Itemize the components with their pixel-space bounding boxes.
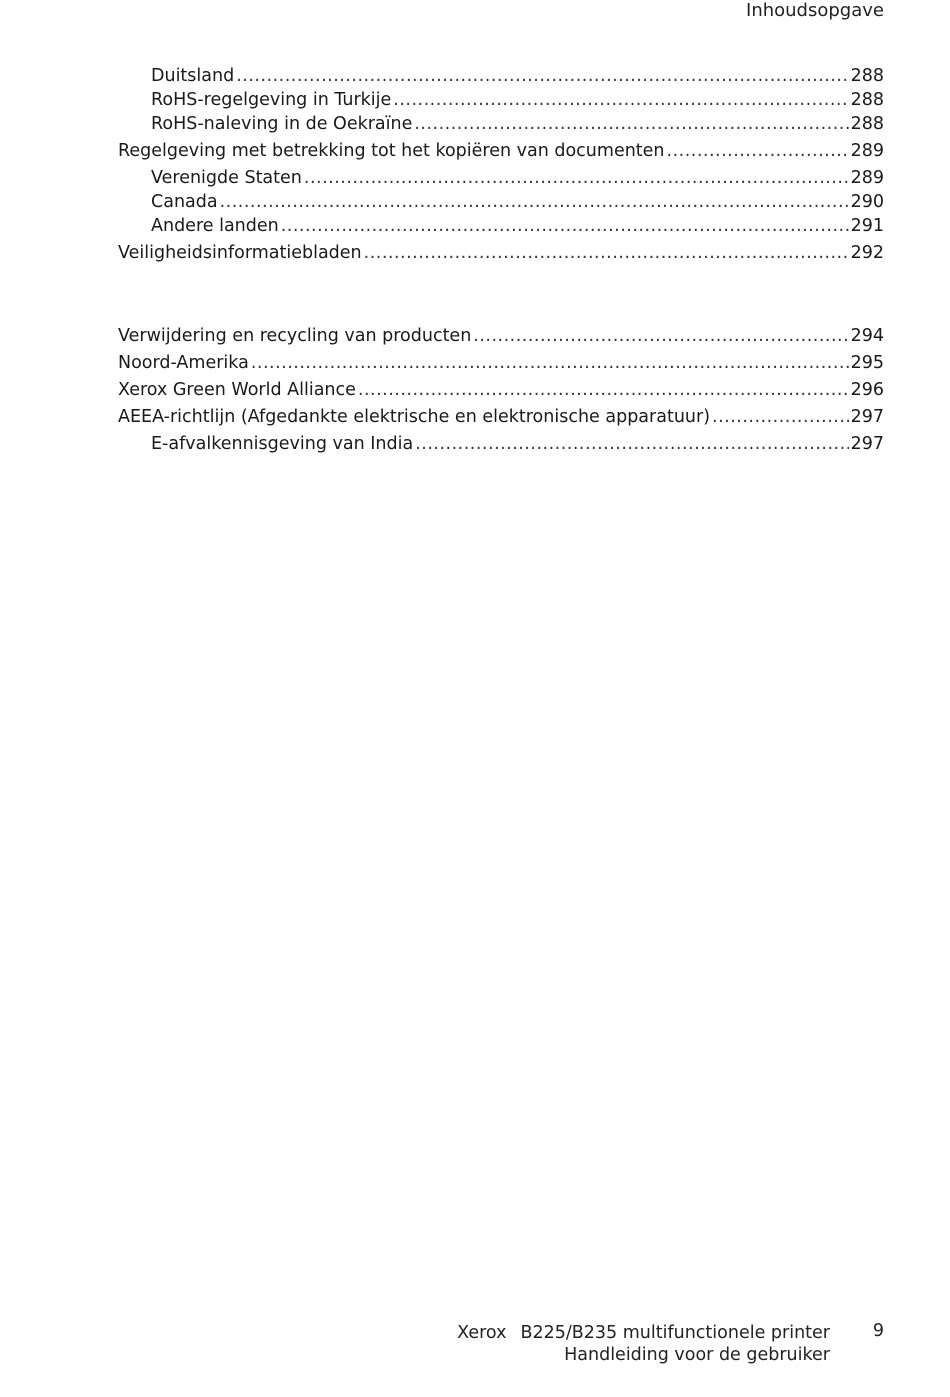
toc-entry-label: Verwijdering en recycling van producten: [118, 326, 472, 346]
toc-entry-label: Xerox Green World Alliance: [118, 380, 356, 400]
toc-entry[interactable]: [118, 241, 884, 265]
footer-product: B225/B235 multifunctionele printer: [520, 1323, 830, 1343]
toc-entry[interactable]: [118, 88, 884, 112]
toc-entry-page: 288: [850, 90, 884, 110]
dot-leader: [473, 324, 848, 348]
toc-entry-label: Veiligheidsinformatiebladen: [118, 243, 362, 263]
toc-entry[interactable]: [118, 64, 884, 88]
toc-entry-page: 297: [850, 407, 884, 427]
toc-entry-page: 294: [850, 326, 884, 346]
dot-leader: [667, 139, 849, 163]
footer-product-line: [457, 1322, 830, 1344]
toc-entry-page: 288: [850, 114, 884, 134]
dot-leader: [364, 241, 849, 265]
toc-block: [118, 64, 884, 265]
toc-entry[interactable]: [118, 190, 884, 214]
dot-leader: [281, 214, 849, 238]
dot-leader: [236, 64, 848, 88]
dot-leader: [712, 405, 849, 429]
toc-entry-page: 289: [850, 141, 884, 161]
toc-entry-label: Andere landen: [151, 216, 279, 236]
dot-leader: [220, 190, 849, 214]
page-number: 9: [872, 1321, 884, 1341]
toc-entry-label: RoHS-regelgeving in Turkije: [151, 90, 392, 110]
dot-leader: [415, 432, 848, 456]
dot-leader: [304, 166, 849, 190]
toc-entry[interactable]: [118, 405, 884, 429]
toc-entry-label: AEEA-richtlijn (Afgedankte elektrische en elektronische apparatuur): [118, 407, 711, 427]
toc-entry[interactable]: [118, 378, 884, 402]
toc-entry-label: Noord-Amerika: [118, 353, 249, 373]
toc-entry-page: 291: [850, 216, 884, 236]
running-header: Inhoudsopgave: [746, 0, 884, 21]
toc-entry-page: 292: [850, 243, 884, 263]
footer-product-info: [457, 1322, 830, 1366]
toc-entry-label: RoHS-naleving in de Oekraïne: [151, 114, 413, 134]
footer-guide: Handleiding voor de gebruiker: [564, 1345, 830, 1365]
toc-entry-page: 295: [850, 353, 884, 373]
toc-entry[interactable]: [118, 166, 884, 190]
toc-entry[interactable]: [118, 214, 884, 238]
toc-entry-label: Regelgeving met betrekking tot het kopiëren van documenten: [118, 141, 665, 161]
toc-entry-page: 297: [850, 434, 884, 454]
toc-entry[interactable]: [118, 432, 884, 456]
toc-entry-label: Duitsland: [151, 66, 235, 86]
toc-entry-page: 296: [850, 380, 884, 400]
toc-entry-page: 289: [850, 168, 884, 188]
toc-entry[interactable]: [118, 112, 884, 136]
toc-entry[interactable]: [118, 351, 884, 375]
dot-leader: [393, 88, 848, 112]
toc-entry-page: 290: [850, 192, 884, 212]
toc-entry-page: 288: [850, 66, 884, 86]
toc-entry-label: Verenigde Staten: [151, 168, 302, 188]
dot-leader: [251, 351, 849, 375]
toc-entry-label: E-afvalkennisgeving van India: [151, 434, 414, 454]
dot-leader: [358, 378, 849, 402]
dot-leader: [414, 112, 848, 136]
footer-brand: Xerox: [457, 1323, 507, 1343]
toc-block: [118, 324, 884, 456]
toc-entry-label: Canada: [151, 192, 218, 212]
toc-entry[interactable]: [118, 139, 884, 163]
toc-entry[interactable]: [118, 324, 884, 348]
